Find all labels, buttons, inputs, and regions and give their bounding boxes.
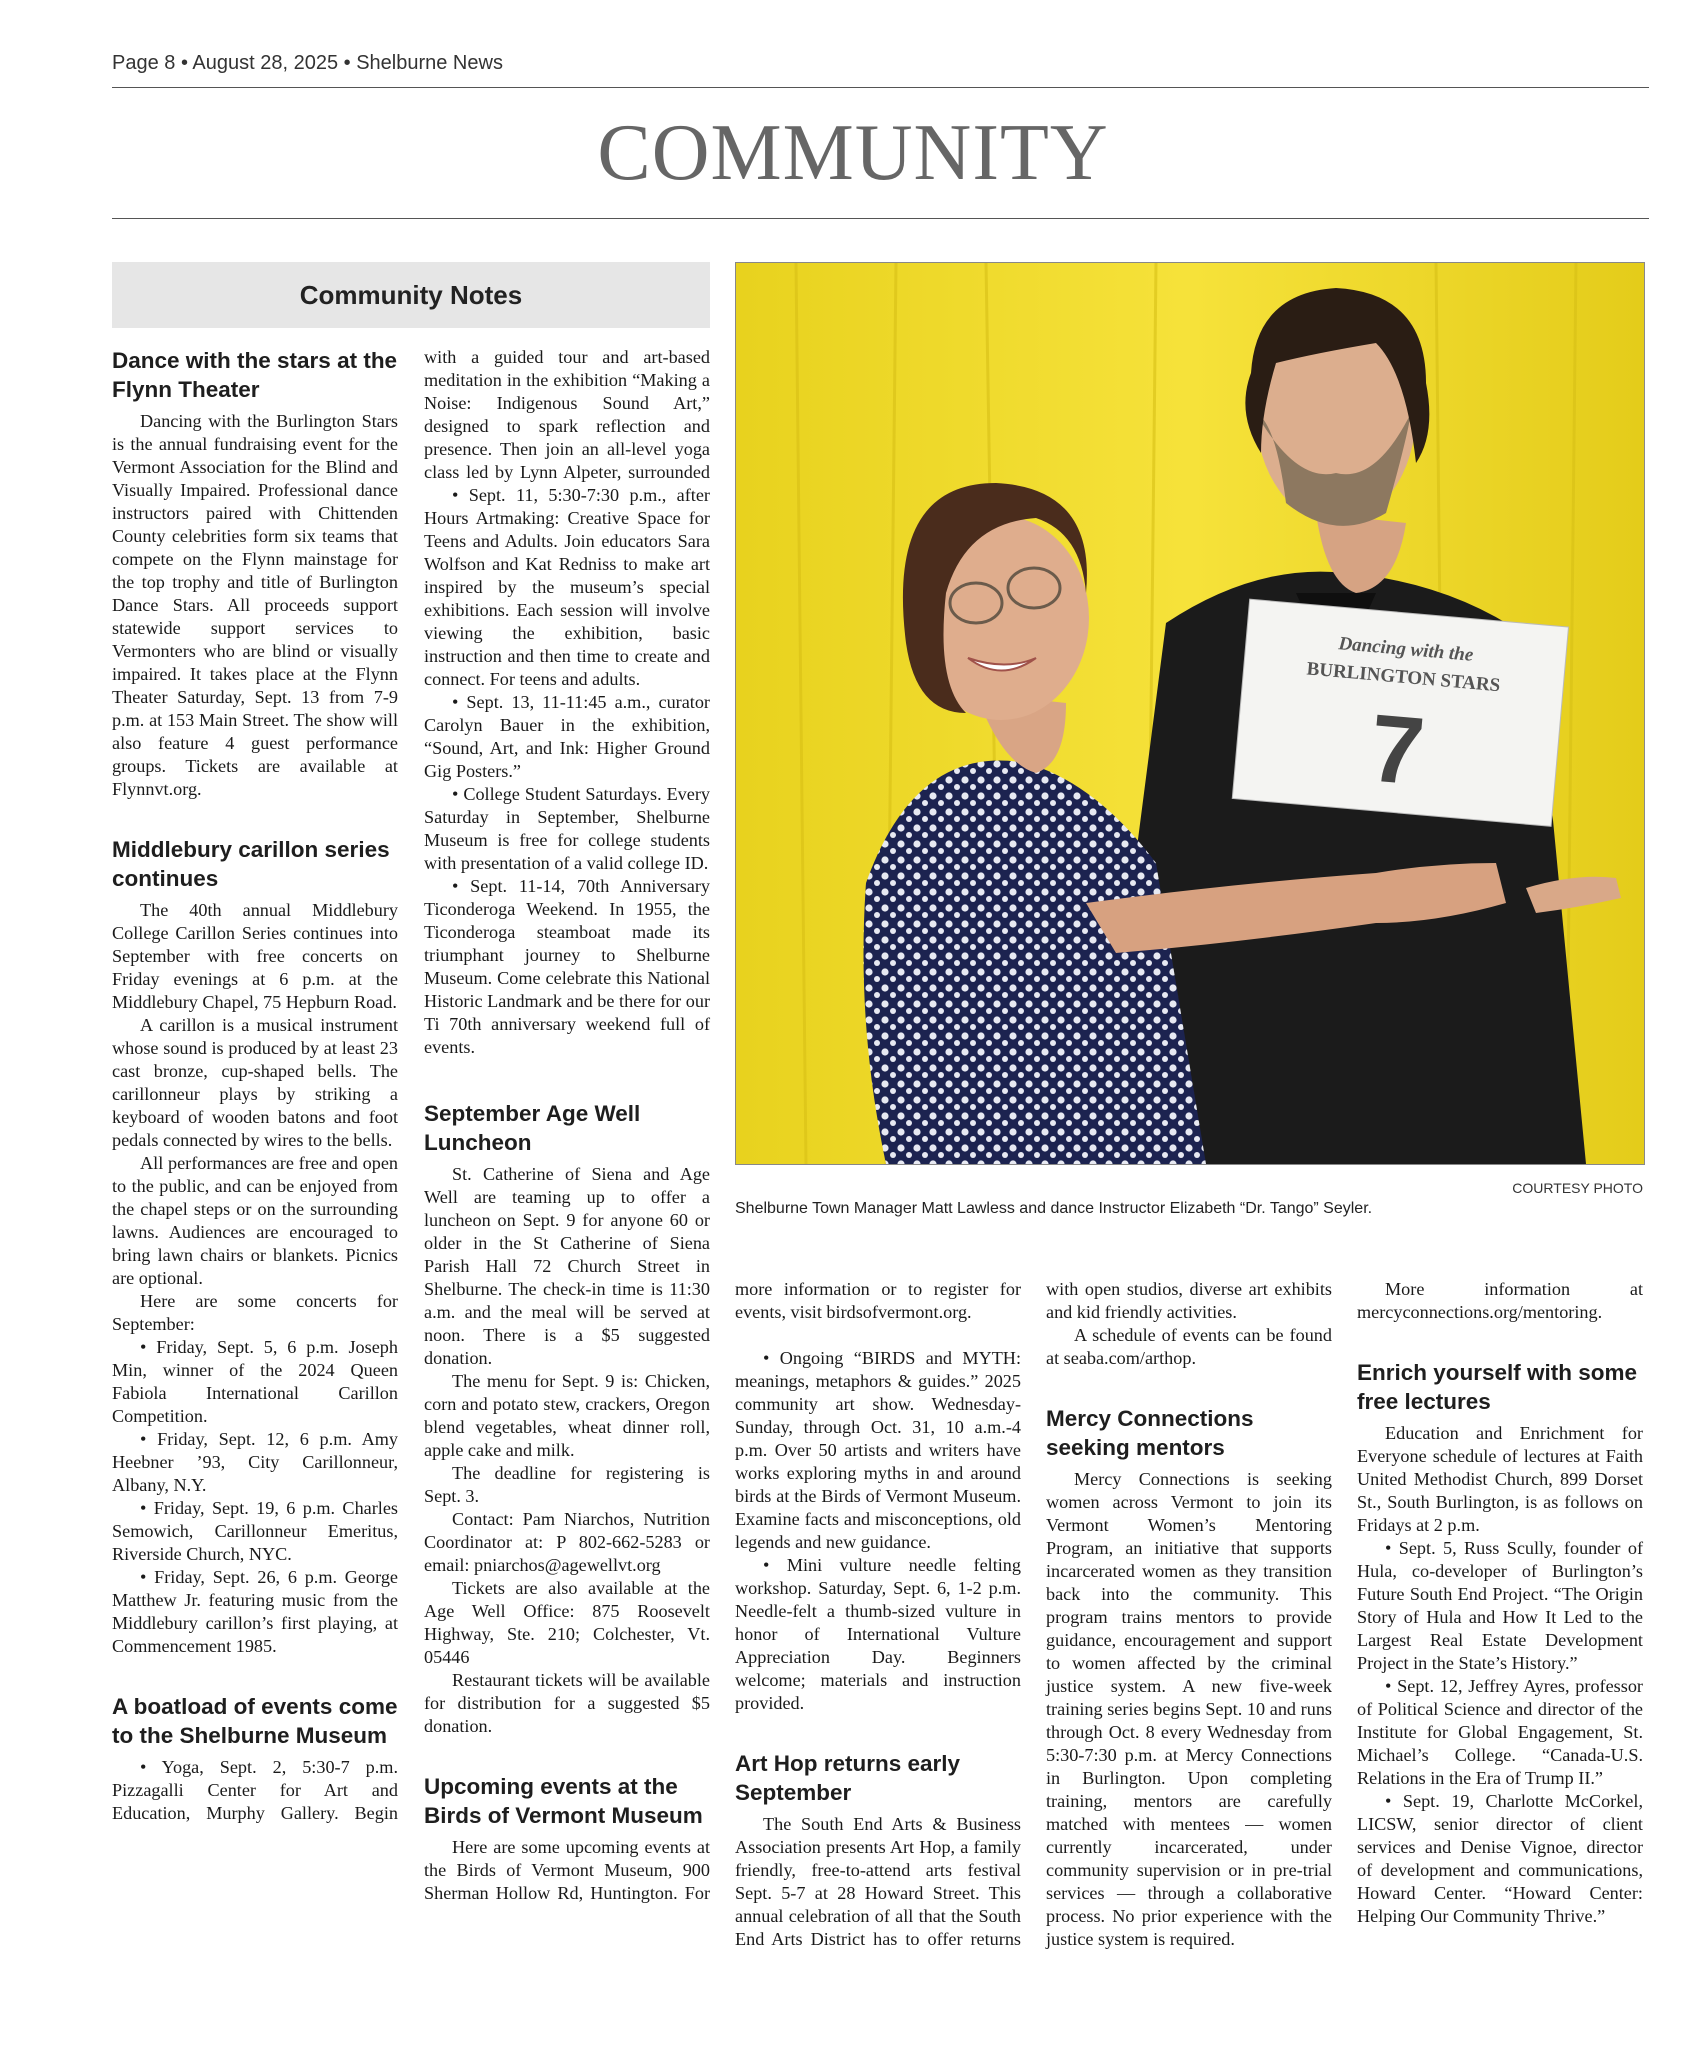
mercy-heading: Mercy Connections seeking mentors <box>1046 1406 1254 1460</box>
photo-caption: Shelburne Town Manager Matt Lawless and dance Instructor Elizabeth “Dr. Tango” Seyler. <box>735 1200 1373 1217</box>
museum-item-3: • Sept. 13, 11-11:45 a.m., curator Carolyn Bauer in the exhibition, “Sound, Art, and Ink: Higher Ground Gig Posters.” <box>424 692 710 781</box>
dancers-photo <box>736 263 1644 1164</box>
carillon-concert-2: • Friday, Sept. 12, 6 p.m. Amy Heebner ’93, City Carillonneur, Albany, N.Y. <box>112 1429 398 1495</box>
lectures-p1: Education and Enrichment for Everyone schedule of lectures at Faith United Methodist Church, 899 Dorset St., South Burlington, is as follows on Fridays at 2 p.m. <box>1357 1423 1643 1535</box>
carillon-concert-3: • Friday, Sept. 19, 6 p.m. Charles Semowich, Carillonneur Emeritus, Riverside Church, NYC. <box>112 1498 398 1564</box>
column-5 <box>1357 1278 1643 1928</box>
arthop-heading: Art Hop returns early September <box>735 1751 961 1805</box>
lectures-heading: Enrich yourself with some free lectures <box>1357 1360 1638 1414</box>
agewell-p2: The menu for Sept. 9 is: Chicken, corn and potato stew, crackers, Oregon blend vegetables, wheat dinner roll, apple cake and milk. <box>424 1371 710 1460</box>
card-number: 7 <box>1365 694 1429 806</box>
birds-p1-cont: more information or to register for events, visit birdsofvermont.org. <box>735 1279 1021 1322</box>
lectures-item-2: • Sept. 12, Jeffrey Ayres, professor of Political Science and director of the Institute for Global Engagement, St. Michael’s College. “Canada-U.S. Relations in the Era of Trump II.” <box>1357 1676 1643 1788</box>
section-rule <box>112 218 1649 219</box>
lectures-item-1: • Sept. 5, Russ Scully, founder of Hula, co-developer of Burlington’s Future South End Project. “The Origin Story of Hula and How It Led to the Largest Real Estate Development Project in the State’s History.” <box>1357 1538 1643 1673</box>
community-notes-banner: Community Notes <box>112 262 710 328</box>
header-rule <box>112 87 1649 88</box>
carillon-heading: Middlebury carillon series continues <box>112 837 390 891</box>
museum-yoga-start: • Yoga, Sept. 2, 5:30-7 p.m. Pizzagalli Center for Art and Education, Murphy Gallery. Begin <box>112 1757 398 1823</box>
agewell-p3: The deadline for registering is Sept. 3. <box>424 1463 710 1506</box>
carillon-p4: Here are some concerts for September: <box>112 1291 398 1334</box>
photo-credit: COURTESY PHOTO <box>1512 1180 1643 1196</box>
mercy-p1: Mercy Connections is seeking women across Vermont to join its Vermont Women’s Mentoring Program, an initiative that supports incarcerated women as they transition back into the community. This program trains mentors to provide guidance, encouragement and support to women affected by the criminal justice system. A new five-week training series begins Sept. 10 and runs through Oct. 8 every Wednesday from 5:30-7:30 p.m. at Mercy Connections in Burlington. Upon completing training, mentors are carefully matched with mentees — women currently incarcerated, under community supervision or in pre-trial services — through a collaborative process. No prior experience with the justice system is required. <box>1046 1469 1332 1949</box>
carillon-p1: The 40th annual Middlebury College Carillon Series continues into September with free concerts on Friday evenings at 6 p.m. at the Middlebury Chapel, 75 Hepburn Road. <box>112 900 398 1012</box>
column-2 <box>424 346 710 1905</box>
carillon-p2: A carillon is a musical instrument whose sound is produced by at least 23 cast bronze, cup-shaped bells. The carillonneur plays by striking a keyboard of wooden batons and foot pedals connected by wires to the bells. <box>112 1015 398 1150</box>
arthop-p1-cont: with open studios, diverse art exhibits and kid friendly activities. <box>1046 1279 1332 1322</box>
agewell-p1: St. Catherine of Siena and Age Well are teaming up to offer a luncheon on Sept. 9 for anyone 60 or older in the St Catherine of Siena Parish Hall 72 Church Street in Shelburne. The check-in time is 11:30 a.m. and the meal will be served at noon. There is a $5 suggested donation. <box>424 1164 710 1368</box>
dance-body: Dancing with the Burlington Stars is the annual fundraising event for the Vermont Association for the Blind and Visually Impaired. Professional dance instructors paired with Chittenden County celebrities form six teams that compete on the Flynn mainstage for the top trophy and title of Burlington Dance Stars. All proceeds support statewide support services to Vermonters who are blind or visually impaired. It takes place at the Flynn Theater Saturday, Sept. 13 from 7-9 p.m. at 153 Main Street. The show will also feature 4 guest performance groups. Tickets are available at Flynnvt.org. <box>112 411 398 799</box>
birds-p1-start: Here are some upcoming events at the Birds of Vermont Museum, 900 Sherman Hollow Rd, Huntington. For <box>424 1837 710 1903</box>
courtesy-photo <box>735 262 1645 1165</box>
birds-item-1: • Ongoing “BIRDS and MYTH: meanings, metaphors & guides.” 2025 community art show. Wednesday-Sunday, through Oct. 31, 10 a.m.-4 p.m. Over 50 artists and writers have works exploring myths in and around birds at the Birds of Vermont Museum. Examine facts and misconceptions, old legends and new guidance. <box>735 1348 1021 1552</box>
column-1 <box>112 346 398 1825</box>
agewell-p5: Tickets are also available at the Age Well Office: 875 Roosevelt Highway, Ste. 210; Colchester, Vt. 05446 <box>424 1578 710 1667</box>
museum-yoga-cont: with a guided tour and art-based meditation in the exhibition “Making a Noise: Indigenous Sound Art,” designed to spark reflection and presence. Then join an all-level yoga class led by Lynn Alpeter, surrounded <box>424 347 710 482</box>
museum-item-2: • Sept. 11, 5:30-7:30 p.m., after Hours Artmaking: Creative Space for Teens and Adults. Join educators Sara Wolfson and Kat Redniss to make art inspired by the museum’s special exhibitions. Each session will involve viewing the exhibition, basic instruction and then time to create and connect. For teens and adults. <box>424 485 710 689</box>
column-4 <box>1046 1278 1332 1951</box>
birds-heading: Upcoming events at the Birds of Vermont Museum <box>424 1774 703 1828</box>
page-folio: Page 8 • August 28, 2025 • Shelburne News <box>112 52 503 74</box>
arthop-p2: A schedule of events can be found at seaba.com/arthop. <box>1046 1325 1332 1368</box>
arthop-p1-start: The South End Arts & Business Association presents Art Hop, a family friendly, free-to-attend arts festival Sept. 5-7 at 28 Howard Street. This annual celebration of all that the South End Arts District has to offer returns <box>735 1814 1021 1949</box>
agewell-p6: Restaurant tickets will be available for distribution for a suggested $5 donation. <box>424 1670 710 1736</box>
mercy-p2: More information at mercyconnections.org/mentoring. <box>1357 1279 1643 1322</box>
carillon-concert-4: • Friday, Sept. 26, 6 p.m. George Matthew Jr. featuring music from the Middlebury carillon’s first playing, at Commencement 1985. <box>112 1567 398 1656</box>
agewell-heading: September Age Well Luncheon <box>424 1101 641 1155</box>
birds-item-2: • Mini vulture needle felting workshop. Saturday, Sept. 6, 1-2 p.m. Needle-felt a thumb-sized vulture in honor of International Vulture Appreciation Day. Beginners welcome; materials and instruction provided. <box>735 1555 1021 1713</box>
section-title: COMMUNITY <box>597 109 1109 197</box>
lectures-item-3: • Sept. 19, Charlotte McCorkel, LICSW, senior director of client services and Denise Vignoe, director of development and communications, Howard Center. “Howard Center: Helping Our Community Thrive.” <box>1357 1791 1643 1926</box>
carillon-concert-1: • Friday, Sept. 5, 6 p.m. Joseph Min, winner of the 2024 Queen Fabiola International Carillon Competition. <box>112 1337 398 1426</box>
card-line-1: Dancing with the <box>1337 633 1475 666</box>
museum-item-4: • College Student Saturdays. Every Saturday in September, Shelburne Museum is free for college students with presentation of a valid college ID. <box>424 784 710 873</box>
carillon-p3: All performances are free and open to the public, and can be enjoyed from the chapel steps or on the surrounding lawns. Audiences are encouraged to bring lawn chairs or blankets. Picnics are optional. <box>112 1153 398 1288</box>
card-line-2: BURLINGTON STARS <box>1305 658 1502 697</box>
column-3 <box>735 1278 1021 1951</box>
dance-heading: Dance with the stars at the Flynn Theater <box>112 348 398 402</box>
museum-item-5: • Sept. 11-14, 70th Anniversary Ticonderoga Weekend. In 1955, the Ticonderoga steamboat made its triumphant journey to Shelburne Museum. Come celebrate this National Historic Landmark and be there for our Ti 70th anniversary weekend full of events. <box>424 876 710 1057</box>
agewell-p4: Contact: Pam Niarchos, Nutrition Coordinator at: P 802-662-5283 or email: pniarchos@agewellvt.org <box>424 1509 710 1575</box>
museum-heading: A boatload of events come to the Shelburne Museum <box>112 1694 398 1748</box>
